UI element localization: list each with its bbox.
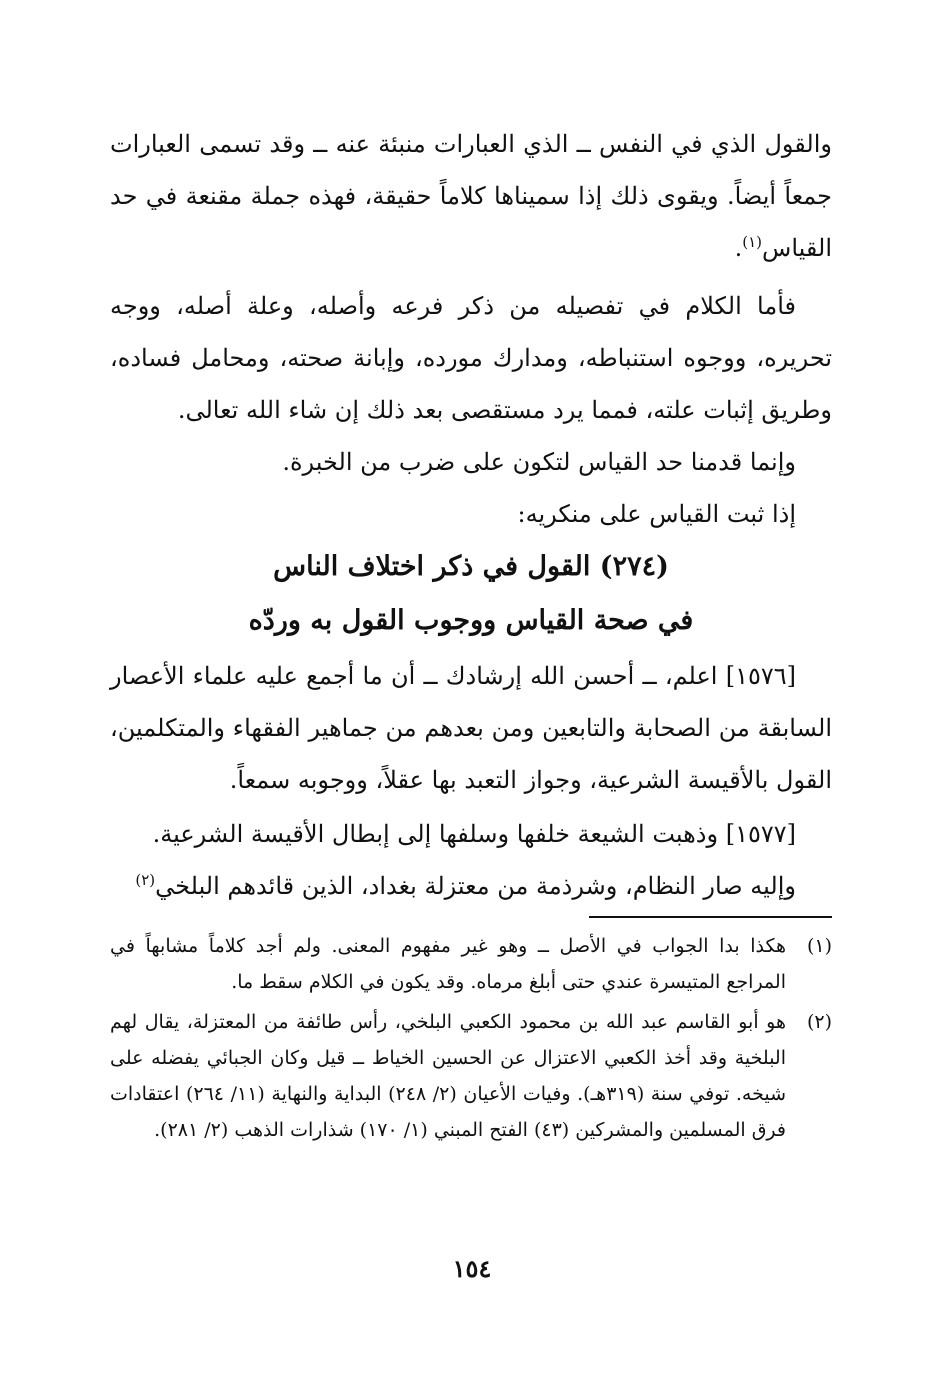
footnote-ref-1: (١) bbox=[742, 233, 763, 251]
paragraph-1 bbox=[110, 118, 832, 274]
paragraph-1-end: . bbox=[734, 234, 743, 262]
paragraph-7 bbox=[110, 860, 832, 912]
section-heading-line-2: في صحة القياس ووجوب القول به وردّه bbox=[248, 605, 694, 636]
paragraph-1577: [١٥٧٧] وذهبت الشيعة خلفها وسلفها إلى إبطال الأقيسة الشرعية. bbox=[152, 820, 796, 848]
paragraph-7-text: وإليه صار النظام، وشرذمة من معتزلة بغداد، الذين قائدهم البلخي bbox=[155, 872, 796, 900]
paragraph-1576: [١٥٧٦] اعلم، ــ أحسن الله إرشادك ــ أن ما أجمع عليه علماء الأعصار السابقة من الصحابة والتابعين ومن بعدهم من جماهير الفقهاء والمتكلمين، القول بالأقيسة الشرعية، وجواز التعبد بها عقلاً، ووجوبه سمعاً. bbox=[110, 662, 832, 794]
paragraph-3: وإنما قدمنا حد القياس لتكون على ضرب من الخبرة. bbox=[282, 448, 796, 476]
footnotes bbox=[110, 928, 832, 1152]
footnote-ref-2: (٢) bbox=[135, 871, 156, 889]
page-number: ١٥٤ bbox=[452, 1254, 492, 1283]
footnote-2-number: (٢) bbox=[806, 1011, 832, 1033]
paragraph-1-text: والقول الذي في النفس ــ الذي العبارات منبئة عنه ــ وقد تسمى العبارات جمعاً أيضاً. ويقوى ذلك إذا سميناها كلاماً حقيقة، فهذه جملة مقنعة في حد القياس bbox=[110, 130, 832, 262]
section-heading-line-1: (٢٧٤) القول في ذكر اختلاف الناس bbox=[273, 551, 669, 582]
footnote-1-number: (١) bbox=[806, 935, 832, 957]
paragraph-4: إذا ثبت القياس على منكريه: bbox=[517, 500, 796, 528]
footnote-1 bbox=[110, 928, 832, 1000]
paragraph-2: فأما الكلام في تفصيله من ذكر فرعه وأصله، وعلة أصله، ووجه تحريره، ووجوه استنباطه، ومدارك مورده، وإبانة صحته، ومحامل فساده، وطريق إثبات علته، فمما يرد مستقصى بعد ذلك إن شاء الله تعالى. bbox=[110, 292, 832, 424]
footnote-1-text: هكذا بدا الجواب في الأصل ــ وهو غير مفهوم المعنى. ولم أجد كلاماً مشابهاً في المراجع المتيسرة عندي حتى أبلغ مرماه. وقد يكون في الكلام سقط ما. bbox=[110, 935, 786, 993]
footnote-2-text: هو أبو القاسم عبد الله بن محمود الكعبي البلخي، رأس طائفة من المعتزلة، يقال لهم البلخية وقد أخذ الكعبي الاعتزال عن الحسين الخياط ــ قيل وكان الجبائي يفضله على شيخه. توفي سنة (٣١٩هـ). وفيات الأعيان (٢/ ٢٤٨) البداية والنهاية (١١/ ٢٦٤) اعتقادات فرق المسلمين والمشركين (٤٣) الفتح المبني (١/ ١٧٠) شذارات الذهب (٢/ ٢٨١). bbox=[110, 1011, 786, 1141]
footnote-divider bbox=[589, 916, 832, 918]
main-text bbox=[110, 118, 832, 912]
footnote-2 bbox=[110, 1004, 832, 1148]
